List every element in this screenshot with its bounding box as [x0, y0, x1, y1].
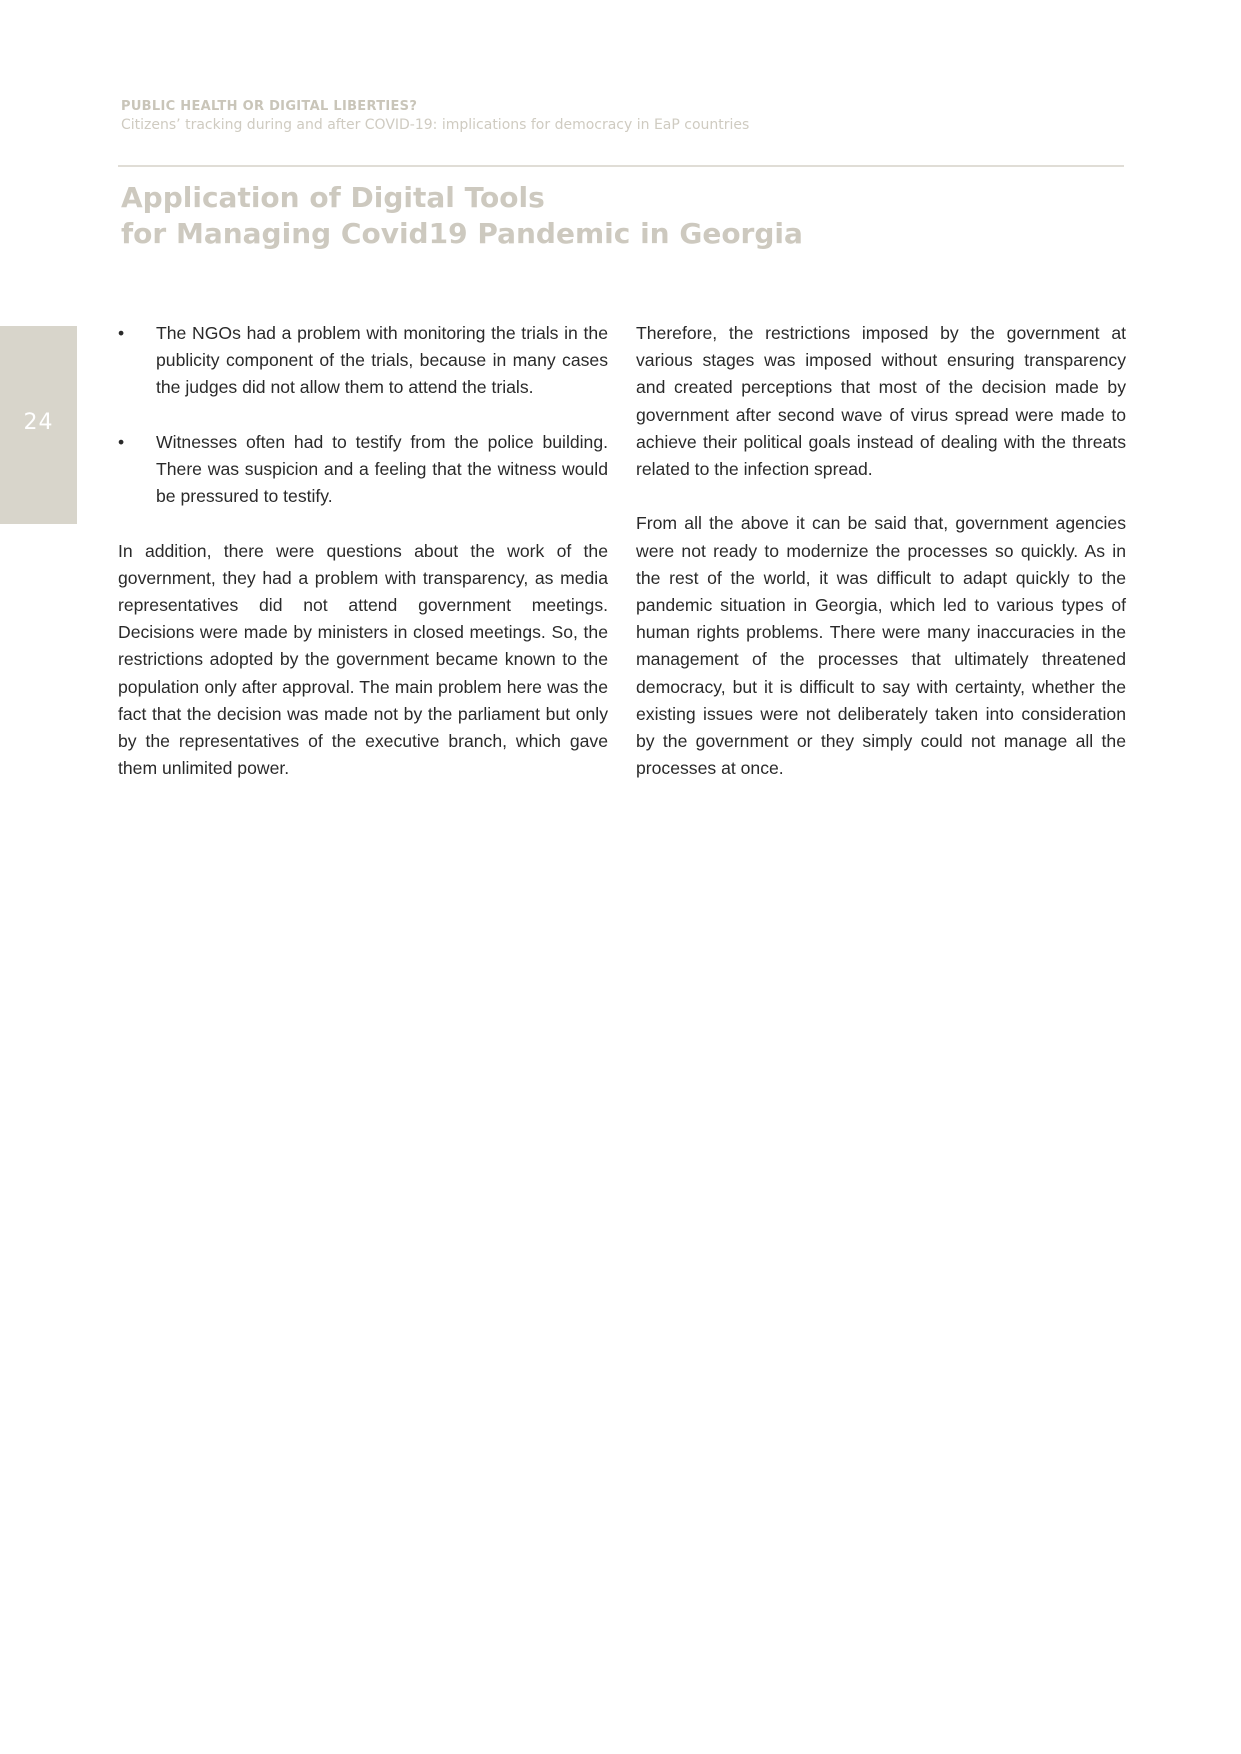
header-divider [118, 165, 1124, 167]
bullet-icon: • [118, 431, 125, 452]
body-paragraph: From all the above it can be said that, government agencies were not ready to modernize the processes so quickly. As in the rest of the world, it was difficult to adapt quickly to the pandemic situation in Georgia, which led to various types of human rights problems. There were many inaccuracies in the management of the processes that ultimately threatened democracy, but it is difficult to say with certainty, whether the existing issues were not deliberately taken into consideration by the government or they simply could not manage all the processes at once. [636, 513, 1126, 779]
publication-title: PUBLIC HEALTH OR DIGITAL LIBERTIES? [121, 99, 418, 114]
section-title-line-1: Application of Digital Tools [121, 181, 545, 214]
bullet-item [118, 320, 608, 402]
page-number: 24 [23, 410, 54, 435]
bullet-text: Witnesses often had to testify from the police building. There was suspicion and a feeling that the witness would be pressured to testify. [156, 431, 608, 507]
bullet-icon: • [118, 323, 125, 343]
bullet-text: The NGOs had a problem with monitoring the trials in the publicity component of the trials, because in many cases the judges did not allow them to attend the trials. [156, 323, 608, 398]
left-column [118, 320, 608, 782]
running-header [121, 98, 1121, 134]
body-paragraph: Therefore, the restrictions imposed by the government at various stages was imposed without ensuring transparency and created perceptions that most of the decision made by government after second wave of virus spread were made to achieve their political goals instead of dealing with the threats related to the infection spread. [636, 323, 1126, 480]
bullet-item [118, 429, 608, 511]
publication-subtitle: Citizens’ tracking during and after COVID-19: implications for democracy in EaP countries [121, 117, 750, 133]
section-title [121, 180, 1021, 252]
body-paragraph: In addition, there were questions about the work of the government, they had a problem with transparency, as media representatives did not attend government meetings. Decisions were made by ministers in closed meetings. So, the restrictions adopted by the government became known to the population only after approval. The main problem here was the fact that the decision was made not by the parliament but only by the representatives of the executive branch, which gave them unlimited power. [118, 540, 608, 779]
right-column [636, 320, 1126, 782]
bullet-list [118, 320, 608, 510]
section-title-line-2: for Managing Covid19 Pandemic in Georgia [121, 217, 803, 250]
